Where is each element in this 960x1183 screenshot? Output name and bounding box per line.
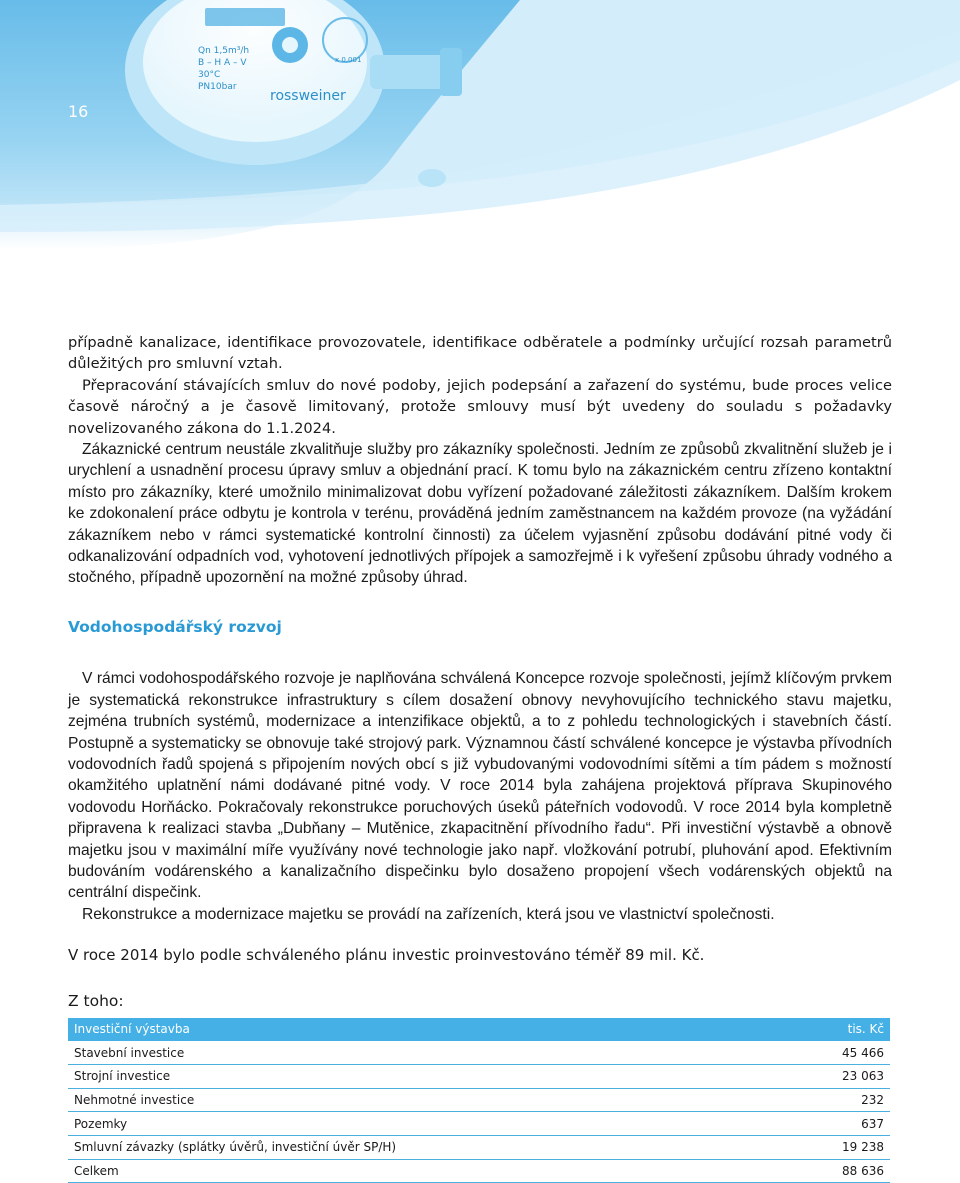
water-meter-banner-image	[0, 0, 960, 250]
paragraph-water-development: V rámci vodohospodářského rozvoje je naplňována schválená Koncepce rozvoje společnosti, jejímž klíčovým prvkem je systematická rekonstrukce infrastruktury s cílem dosažení obnovy nevyhovujícího technického stavu majetku, zejména trubních systémů, modernizace a intenzifikace objektů, a to z pohledu technologických i stavebních částí. Postupně a systematicky se obnovuje také strojový park. Významnou částí schválené koncepce je výstavba přívodních vodovodních řadů spojená s připojením nových obcí s již vybudovanými vodovodními sítěmi a tím pádem s možností okamžitého uplatnění námi dodávané pitné vody. V roce 2014 byla zahájena projektová příprava Skupinového vodovodu Horňácko. Pokračovaly rekonstrukce poruchových úseků páteřních vodovodů. V roce 2014 byla kompletně připravena k realizaci stavba „Dubňany – Mutěnice, zkapacitnění přívodního řadu“. Při investiční výstavbě a obnově majetku jsou v maximální míře využívány nové technologie jako např. vložkování potrubí, pluhování apod. Efektivním budováním vodárenského a kanalizačního dispečinku bylo dosaženo propojení všech vodárenských objektů na centrální dispečink.	[68, 670, 892, 902]
row-value: 637	[776, 1112, 890, 1136]
meter-flow-label: Qn 1,5m³/h	[198, 46, 250, 56]
document-body	[68, 332, 892, 1012]
table-row	[68, 1041, 890, 1065]
meter-temp-label: 30°C	[198, 70, 221, 80]
paragraph-customer-center: Zákaznické centrum neustále zkvalitňuje služby pro zákazníky společnosti. Jedním ze způsobů zkvalitnění služeb je i urychlení a usnadnění procesu úpravy smluv a objednání prací. K tomu bylo na zákaznickém centru zřízeno kontaktní místo pro zákazníky, které umožnilo minimalizovat dobu vyřízení požadované záležitosti zákazníkem. Dalším krokem ke zdokonalení práce odbytu je kontrola v terénu, prováděná jedním zaměstnancem na každém provoze (na vyžádání zákazníkem nebo v rámci systematické kontrolní činnosti) za účelem vyjasnění způsobu dodávání pitné vody či odkanalizování odpadních vod, vyhotovení jednotlivých přípojek a samozřejmě i k vyřešení způsobu úhrady vodného a stočného, případně upozornění na možné způsoby úhrad.	[68, 441, 892, 587]
paragraph-contract-revision: Přepracování stávajících smluv do nové podoby, jejich podepsání a zařazení do systému, bude proces velice časově náročný a je časově limitovaný, protože smlouvy musí být uvedeny do souladu s požadavky novelizovaného zákona do 1.1.2024.	[68, 376, 892, 437]
paragraph-reconstruction: Rekonstrukce a modernizace majetku se provádí na zařízeních, která jsou ve vlastnictví společnosti.	[82, 905, 775, 923]
row-label: Smluvní závazky (splátky úvěrů, investiční úvěr SP/H)	[68, 1135, 776, 1159]
row-value: 19 238	[776, 1135, 890, 1159]
row-label: Stavební investice	[68, 1041, 776, 1065]
meter-class-label: B – H A – V	[198, 58, 247, 68]
row-value: 232	[776, 1088, 890, 1112]
table-header-unit: tis. Kč	[776, 1018, 890, 1041]
row-label: Celkem	[68, 1159, 776, 1183]
section-heading-water-development: Vodohospodářský rozvoj	[68, 617, 282, 636]
meter-brand-label: rossweiner	[270, 88, 346, 104]
table-header-row	[68, 1018, 890, 1041]
row-value: 45 466	[776, 1041, 890, 1065]
row-label: Pozemky	[68, 1112, 776, 1136]
table-row	[68, 1112, 890, 1136]
investment-table	[68, 1018, 890, 1183]
row-value: 23 063	[776, 1065, 890, 1089]
table-intro-label: Z toho:	[68, 991, 124, 1010]
meter-scale-label: x 0,001	[335, 56, 362, 64]
row-label: Strojní investice	[68, 1065, 776, 1089]
investment-summary: V roce 2014 bylo podle schváleného plánu investic proinvestováno téměř 89 mil. Kč.	[68, 946, 705, 965]
paragraph-contract-scope: případně kanalizace, identifikace provozovatele, identifikace odběratele a podmínky určující rozsah parametrů důležitých pro smluvní vztah.	[68, 334, 892, 373]
table-row	[68, 1135, 890, 1159]
meter-pressure-label: PN10bar	[198, 82, 237, 92]
row-value: 88 636	[776, 1159, 890, 1183]
table-header-label: Investiční výstavba	[68, 1018, 776, 1041]
table-row-total	[68, 1159, 890, 1183]
page-number: 16	[68, 102, 89, 121]
header-banner	[0, 0, 960, 250]
row-label: Nehmotné investice	[68, 1088, 776, 1112]
table-row	[68, 1088, 890, 1112]
table-row	[68, 1065, 890, 1089]
